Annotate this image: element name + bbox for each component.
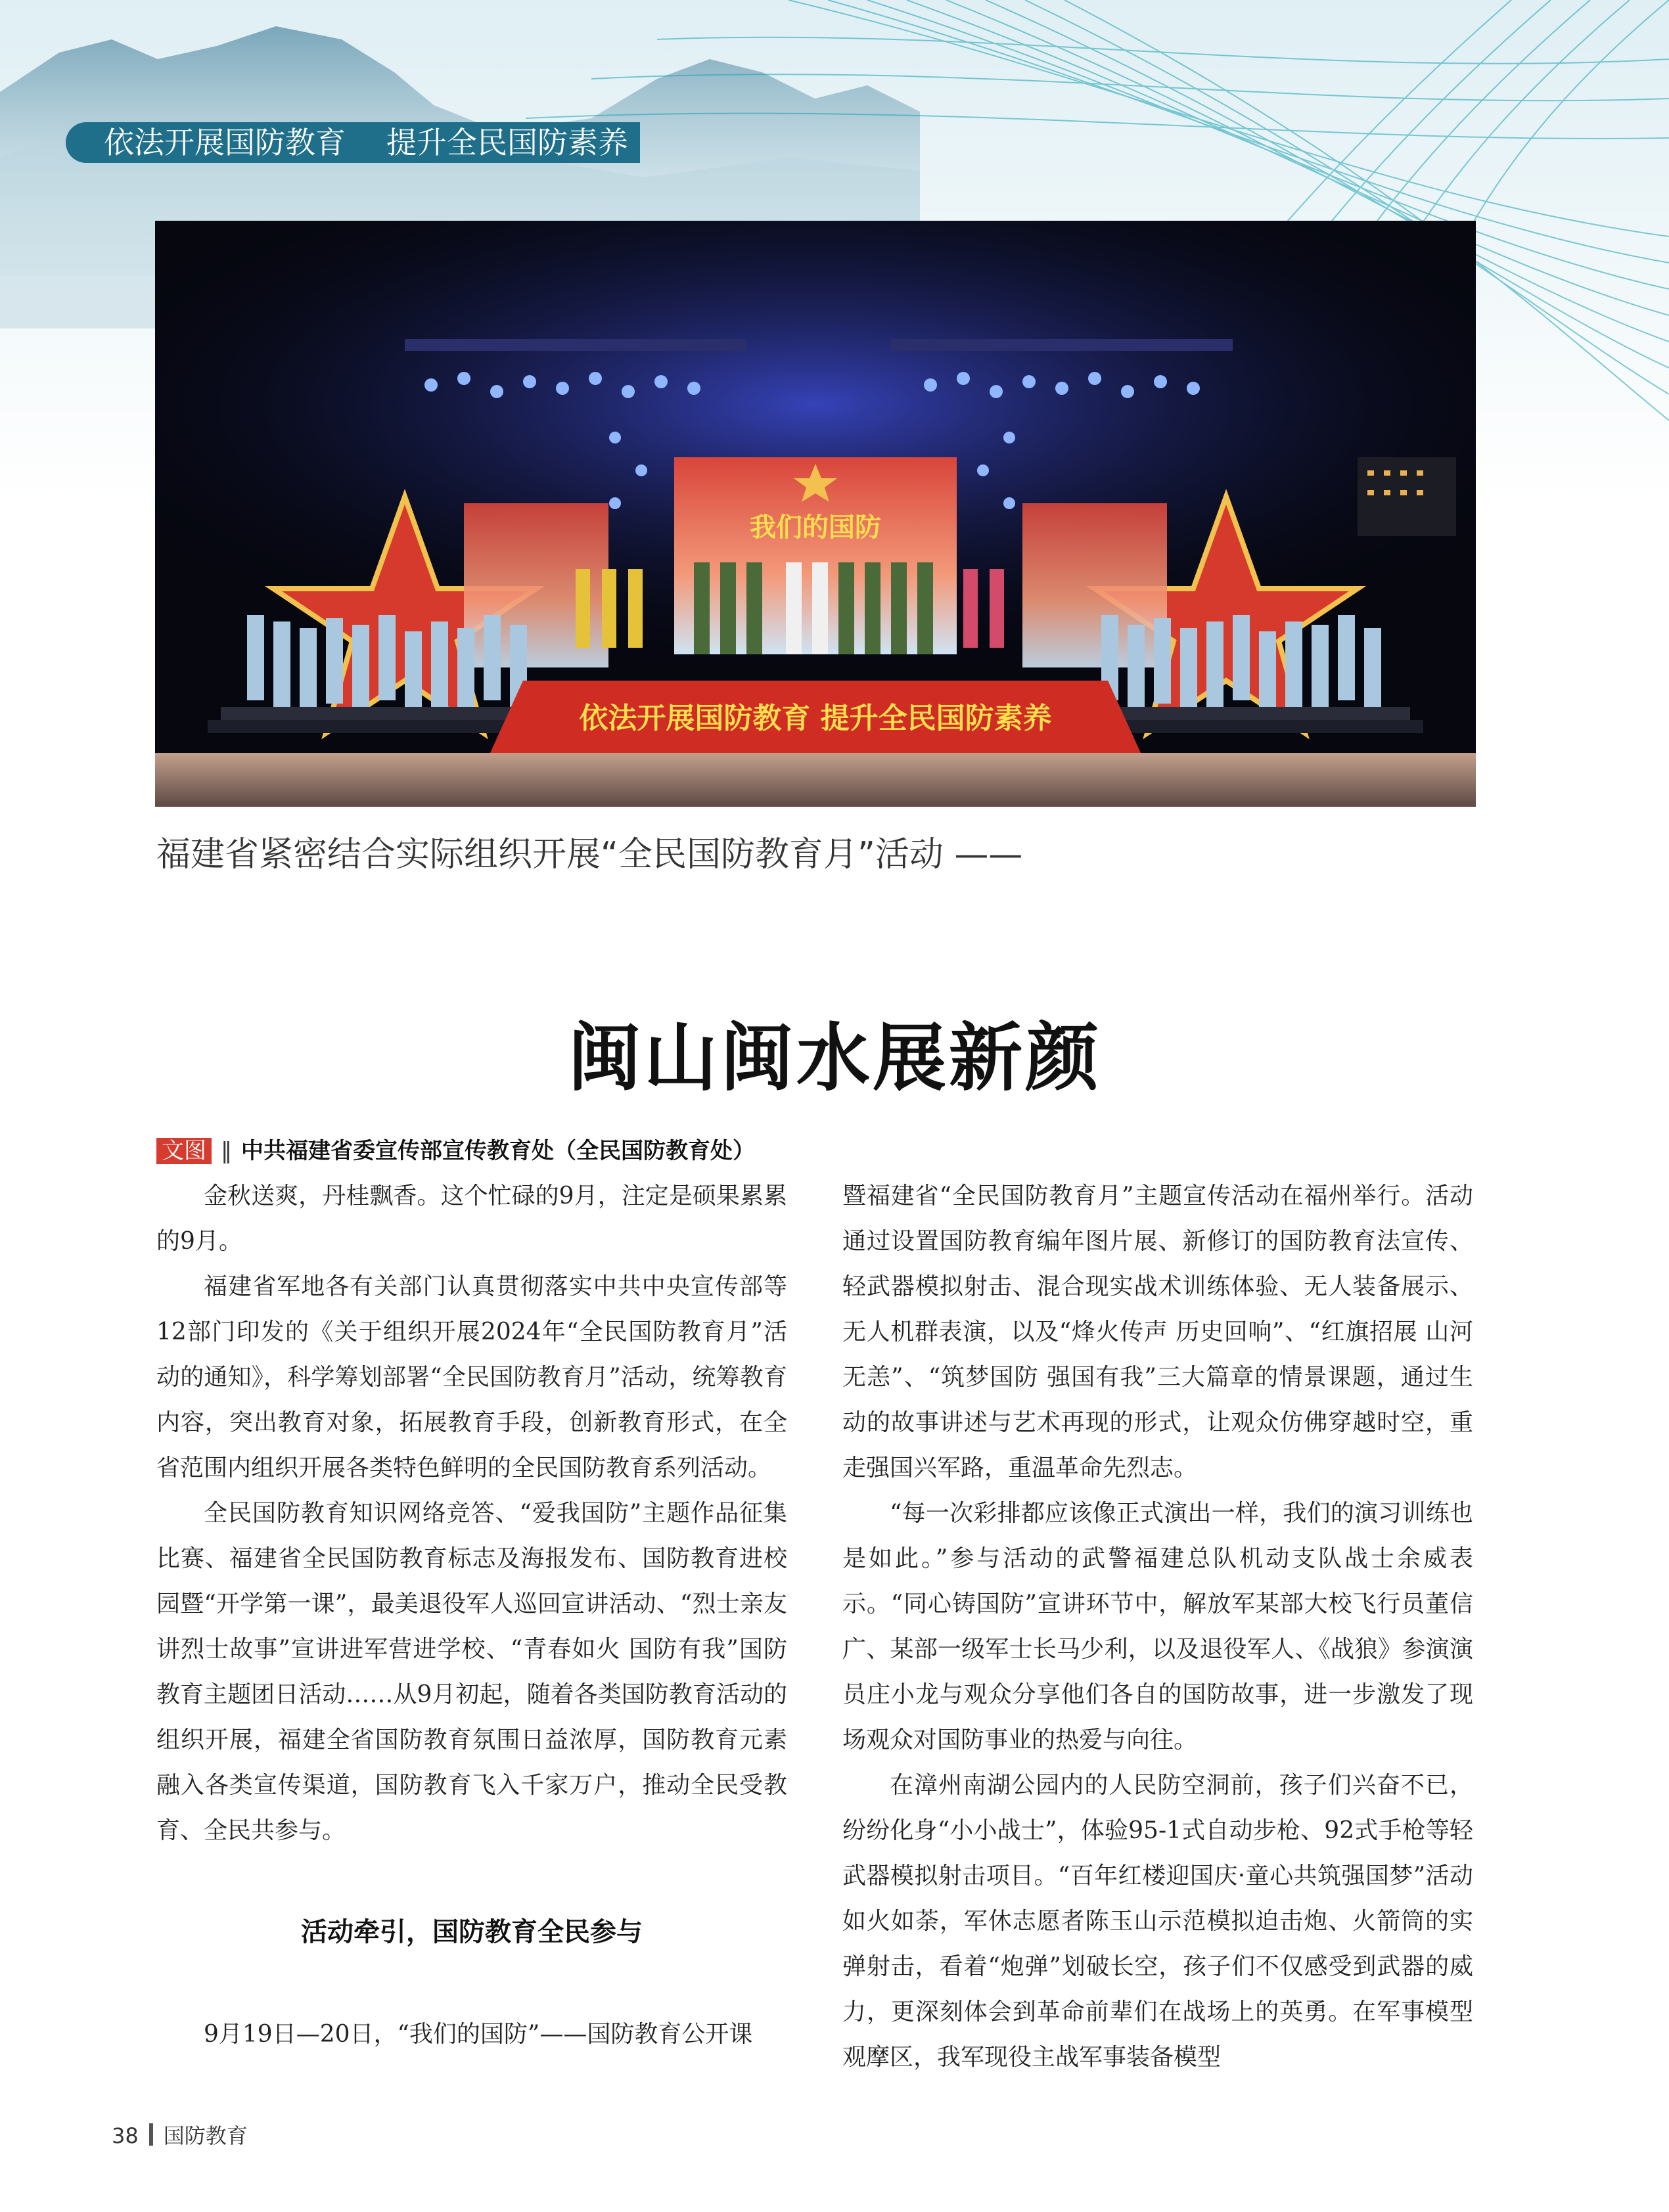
right-paragraph-1: 暨福建省“全民国防教育月”主题宣传活动在福州举行。活动通过设置国防教育编年图片展、新修订的国防教育法宣传、轻武器模拟射击、混合现实战术训练体验、无人装备展示、无人机群表演，以及“烽火传声 历史回响”、“红旗招展 山河无恙”、“筑梦国防 强国有我”三大篇章的情景课题，通过生动的故事讲述与艺术再现的形式，让观众仿佛穿越时空，重走强国兴军路，重温革命先烈志。 — [842, 1183, 1473, 1481]
stage-photo — [155, 221, 1476, 807]
footer-divider — [149, 2123, 153, 2146]
byline-org: 中共福建省委宣传部宣传教育处（全民国防教育处） — [241, 1138, 755, 1164]
photo-banner-text: 依法开展国防教育 提升全民国防素养 — [579, 702, 1052, 735]
left-paragraph-2: 福建省军地各有关部门认真贯彻落实中共中央宣传部等12部门印发的《关于组织开展2024年“全民国防教育月”活动的通知》，科学筹划部署“全民国防教育月”活动，统筹教育内容，突出教育对象，拓展教育手段，创新教育形式，在全省范围内组织开展各类特色鲜明的全民国防教育系列活动。 — [156, 1273, 787, 1481]
photo-screen-title: 我们的国防 — [750, 512, 881, 543]
section-heading: 活动牵引，国防教育全民参与 — [301, 1917, 643, 1947]
page-number: 38 — [112, 2123, 139, 2148]
byline — [156, 1138, 755, 1164]
left-paragraph-1: 金秋送爽，丹桂飘香。这个忙碌的9月，注定是硕果累累的9月。 — [156, 1183, 787, 1255]
article-title: 闽山闽水展新颜 — [568, 1016, 1101, 1102]
magazine-name: 国防教育 — [163, 2123, 248, 2148]
right-column — [842, 1173, 1473, 2080]
right-paragraph-3: 在漳州南湖公园内的人民防空洞前，孩子们兴奋不已，纷纷化身“小小战士”，体验95-1式自动步枪、92式手枪等轻武器模拟射击项目。“百年红楼迎国庆·童心共筑强国梦”活动如火如荼，军休志愿者陈玉山示范模拟迫击炮、火箭筒的实弹射击，看着“炮弹”划破长空，孩子们不仅感受到武器的威力，更深刻体会到革命前辈们在战场上的英勇。在军事模型观摩区，我军现役主战军事装备模型 — [842, 1772, 1473, 2071]
left-column — [156, 1173, 787, 2057]
header-left-text: 依法开展国防教育 — [104, 125, 346, 160]
section-header-band — [92, 122, 640, 163]
stage-photo-illustration — [155, 221, 1476, 807]
left-paragraph-3: 全民国防教育知识网络竞答、“爱我国防”主题作品征集比赛、福建省全民国防教育标志及海报发布、国防教育进校园暨“开学第一课”，最美退役军人巡回宣讲活动、“烈士亲友讲烈士故事”宣讲进军营进学校、“青春如火 国防有我”国防教育主题团日活动……从9月初起，随着各类国防教育活动的组织开展，福建全省国防教育氛围日益浓厚，国防教育元素融入各类宣传渠道，国防教育飞入千家万户，推动全民受教育、全民共参与。 — [156, 1500, 787, 1844]
header-right-text: 提升全民国防素养 — [386, 125, 628, 160]
article-subtitle: 福建省紧密结合实际组织开展“全民国防教育月”活动 —— — [156, 835, 1023, 874]
left-paragraph-4: 9月19日—20日，“我们的国防”——国防教育公开课 — [204, 2021, 753, 2048]
page-footer — [112, 2119, 248, 2150]
byline-tag: 文图 — [156, 1138, 212, 1164]
right-paragraph-2: “每一次彩排都应该像正式演出一样，我们的演习训练也是如此。”参与活动的武警福建总队机动支队战士余威表示。“同心铸国防”宣讲环节中，解放军某部大校飞行员董信广、某部一级军士长马少利，以及退役军人、《战狼》参演演员庄小龙与观众分享他们各自的国防故事，进一步激发了现场观众对国防事业的热爱与向往。 — [842, 1500, 1473, 1753]
byline-divider: ‖ — [221, 1138, 232, 1164]
